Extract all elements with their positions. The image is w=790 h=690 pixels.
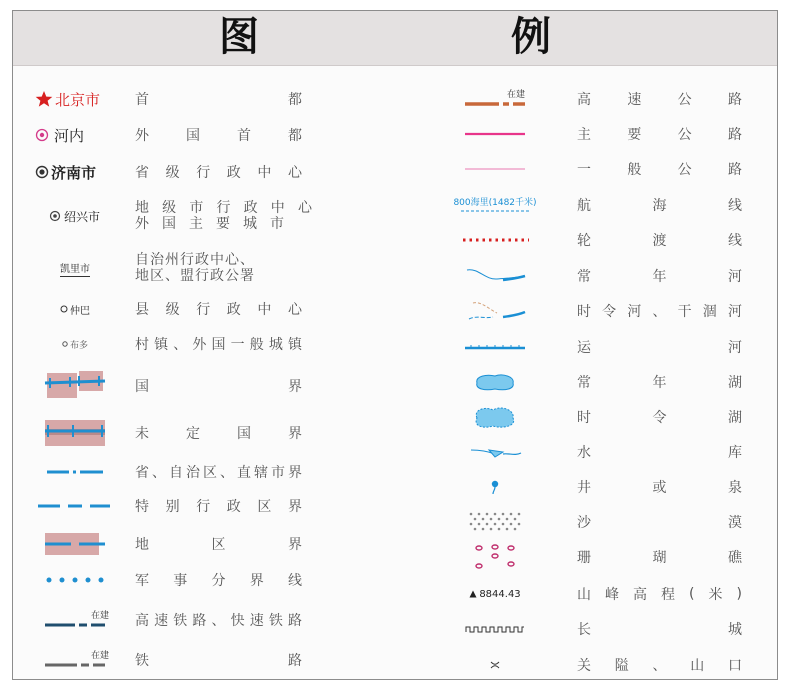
provincial-center-name: 济南市: [51, 163, 97, 182]
high-speed-rail-label: 高 速 铁 路 、 快 速 铁 路: [135, 613, 303, 629]
expressway-icon: [463, 100, 527, 108]
legend-row-spring: [453, 470, 743, 504]
perennial-lake-label: 常 年 湖: [577, 375, 743, 391]
legend-row-county-center: [35, 292, 305, 326]
legend-row-peak: [453, 577, 743, 611]
peak-value: 8844.43: [479, 588, 521, 600]
town-icon: [62, 341, 68, 347]
star-icon: [35, 90, 53, 108]
capital-label: 首 都: [135, 92, 303, 108]
legend-row-great-wall: [453, 612, 743, 646]
town-name: 布多: [69, 340, 88, 351]
desert-icon: [467, 510, 523, 534]
foreign-capital-label: 外 国 首 都: [135, 128, 303, 144]
legend-row-prefecture-city: [35, 199, 315, 233]
sea-route-icon: [459, 209, 531, 213]
prefecture-city-name: 绍兴市: [64, 209, 101, 224]
legend-row-desert: [453, 505, 743, 539]
provincial-center-label: 省 级 行 政 中 心: [135, 165, 303, 181]
legend-row-autonomous-prefecture: [35, 251, 305, 285]
general-road-icon: [463, 166, 527, 172]
legend-row-canal: [453, 330, 743, 364]
capital-symbol: [35, 82, 115, 116]
legend-row-high-speed-rail: [35, 603, 305, 637]
ferry-icon: [459, 237, 531, 243]
legend-row-perennial-river: [453, 259, 743, 293]
reservoir-icon: [467, 442, 523, 462]
hsr-under-construction: 在建: [90, 610, 109, 621]
province-border-label: 省 、 自 治 区 、 直 辖 市 界: [135, 465, 303, 481]
foreign-capital-name: 河内: [54, 126, 85, 145]
legend-row-province-border: [35, 455, 305, 489]
foreign-capital-icon: [35, 128, 49, 142]
undefined-border-icon: [43, 416, 107, 450]
province-border-icon: [43, 467, 107, 477]
coral-reef-icon: [471, 542, 519, 572]
railway-label: 铁 路: [135, 653, 303, 669]
region-border-label: 地 区 界: [135, 537, 303, 553]
main-road-icon: [463, 131, 527, 137]
prefecture-city-label-2: 外 国 主 要 城 市: [135, 216, 285, 232]
ferry-label: 轮 渡 线: [577, 233, 743, 249]
legend-row-reservoir: [453, 435, 743, 469]
mountain-pass-label: 关 隘 、 山 口: [577, 658, 743, 674]
desert-label: 沙 漠: [577, 515, 743, 531]
autonomous-prefecture-name: 凯里市: [60, 260, 90, 277]
prefecture-city-icon: [49, 210, 61, 222]
legend-row-coral-reef: [453, 540, 743, 574]
legend-row-town: [35, 327, 305, 361]
legend-row-mountain-pass: [453, 648, 743, 682]
great-wall-label: 长 城: [577, 622, 743, 638]
legend-row-undefined-border: [35, 416, 305, 450]
provincial-center-icon: [35, 165, 49, 179]
general-road-label: 一 般 公 路: [577, 162, 743, 178]
legend-row-capital: [35, 82, 305, 116]
legend-row-national-border: [35, 369, 305, 403]
town-label: 村 镇 、 外 国 一 般 城 镇: [135, 337, 303, 353]
capital-name: 北京市: [55, 90, 101, 109]
legend-row-seasonal-river: [453, 294, 743, 328]
legend-row-region-border: [35, 527, 305, 561]
peak-triangle-icon: [469, 590, 477, 598]
region-border-icon: [43, 531, 107, 557]
county-center-icon: [60, 305, 68, 313]
coral-reef-label: 珊 瑚 礁: [577, 550, 743, 566]
legend-row-special-region: [35, 489, 305, 523]
military-line-icon: [43, 575, 107, 585]
seasonal-lake-icon: [471, 404, 519, 430]
legend-header: [13, 11, 777, 66]
national-border-icon: [43, 369, 107, 403]
legend-panel: [12, 10, 778, 680]
legend-row-main-road: [453, 117, 743, 151]
legend-row-military-line: [35, 563, 305, 597]
great-wall-icon: [464, 624, 526, 634]
seasonal-river-label: 时 令 河 、 干 涸 河: [577, 304, 743, 320]
legend-row-sea-route: [453, 188, 743, 222]
spring-label: 井 或 泉: [577, 480, 743, 496]
railway-icon: [43, 661, 107, 669]
sea-route-label: 航 海 线: [577, 198, 743, 214]
undefined-border-label: 未 定 国 界: [135, 426, 303, 442]
legend-row-general-road: [453, 152, 743, 186]
seasonal-river-icon: [463, 297, 527, 325]
legend-row-seasonal-lake: [453, 400, 743, 434]
main-road-label: 主 要 公 路: [577, 127, 743, 143]
perennial-river-icon: [463, 264, 527, 288]
high-speed-rail-icon: [43, 621, 107, 629]
perennial-lake-icon: [471, 371, 519, 393]
legend-row-ferry: [453, 223, 743, 257]
legend-row-provincial-center: [35, 155, 305, 189]
special-region-border-icon: [38, 501, 112, 511]
autonomous-prefecture-label-1: 自 治 州 行 政 中 心 、: [135, 252, 255, 268]
canal-icon: [463, 342, 527, 352]
legend-row-perennial-lake: [453, 365, 743, 399]
perennial-river-label: 常 年 河: [577, 269, 743, 285]
title-right-char: 例: [511, 13, 551, 60]
spring-icon: [490, 479, 500, 495]
title-left-char: 图: [219, 13, 259, 60]
expressway-under-construction: 在建: [506, 89, 525, 100]
legend-row-expressway: [453, 82, 743, 116]
county-center-label: 县 级 行 政 中 心: [135, 302, 303, 318]
peak-label: 山 峰 高 程 ( 米 ): [577, 586, 743, 603]
military-line-label: 军 事 分 界 线: [135, 573, 303, 589]
legend-row-railway: [35, 643, 305, 677]
legend-row-foreign-capital: [35, 118, 305, 152]
sea-route-text: 800海里(1482千米): [453, 197, 537, 208]
mountain-pass-icon: [489, 661, 501, 669]
reservoir-label: 水 库: [577, 445, 743, 461]
national-border-label: 国 界: [135, 379, 303, 395]
railway-under-construction: 在建: [90, 650, 109, 661]
seasonal-lake-label: 时 令 湖: [577, 410, 743, 426]
special-region-label: 特 别 行 政 区 界: [135, 499, 303, 515]
autonomous-prefecture-label-2: 地 区 、 盟 行 政 公 署: [135, 268, 255, 284]
prefecture-city-label-1: 地 级 市 行 政 中 心: [135, 200, 313, 216]
county-center-name: 仲巴: [70, 305, 90, 317]
canal-label: 运 河: [577, 340, 743, 356]
expressway-label: 高 速 公 路: [577, 92, 743, 108]
